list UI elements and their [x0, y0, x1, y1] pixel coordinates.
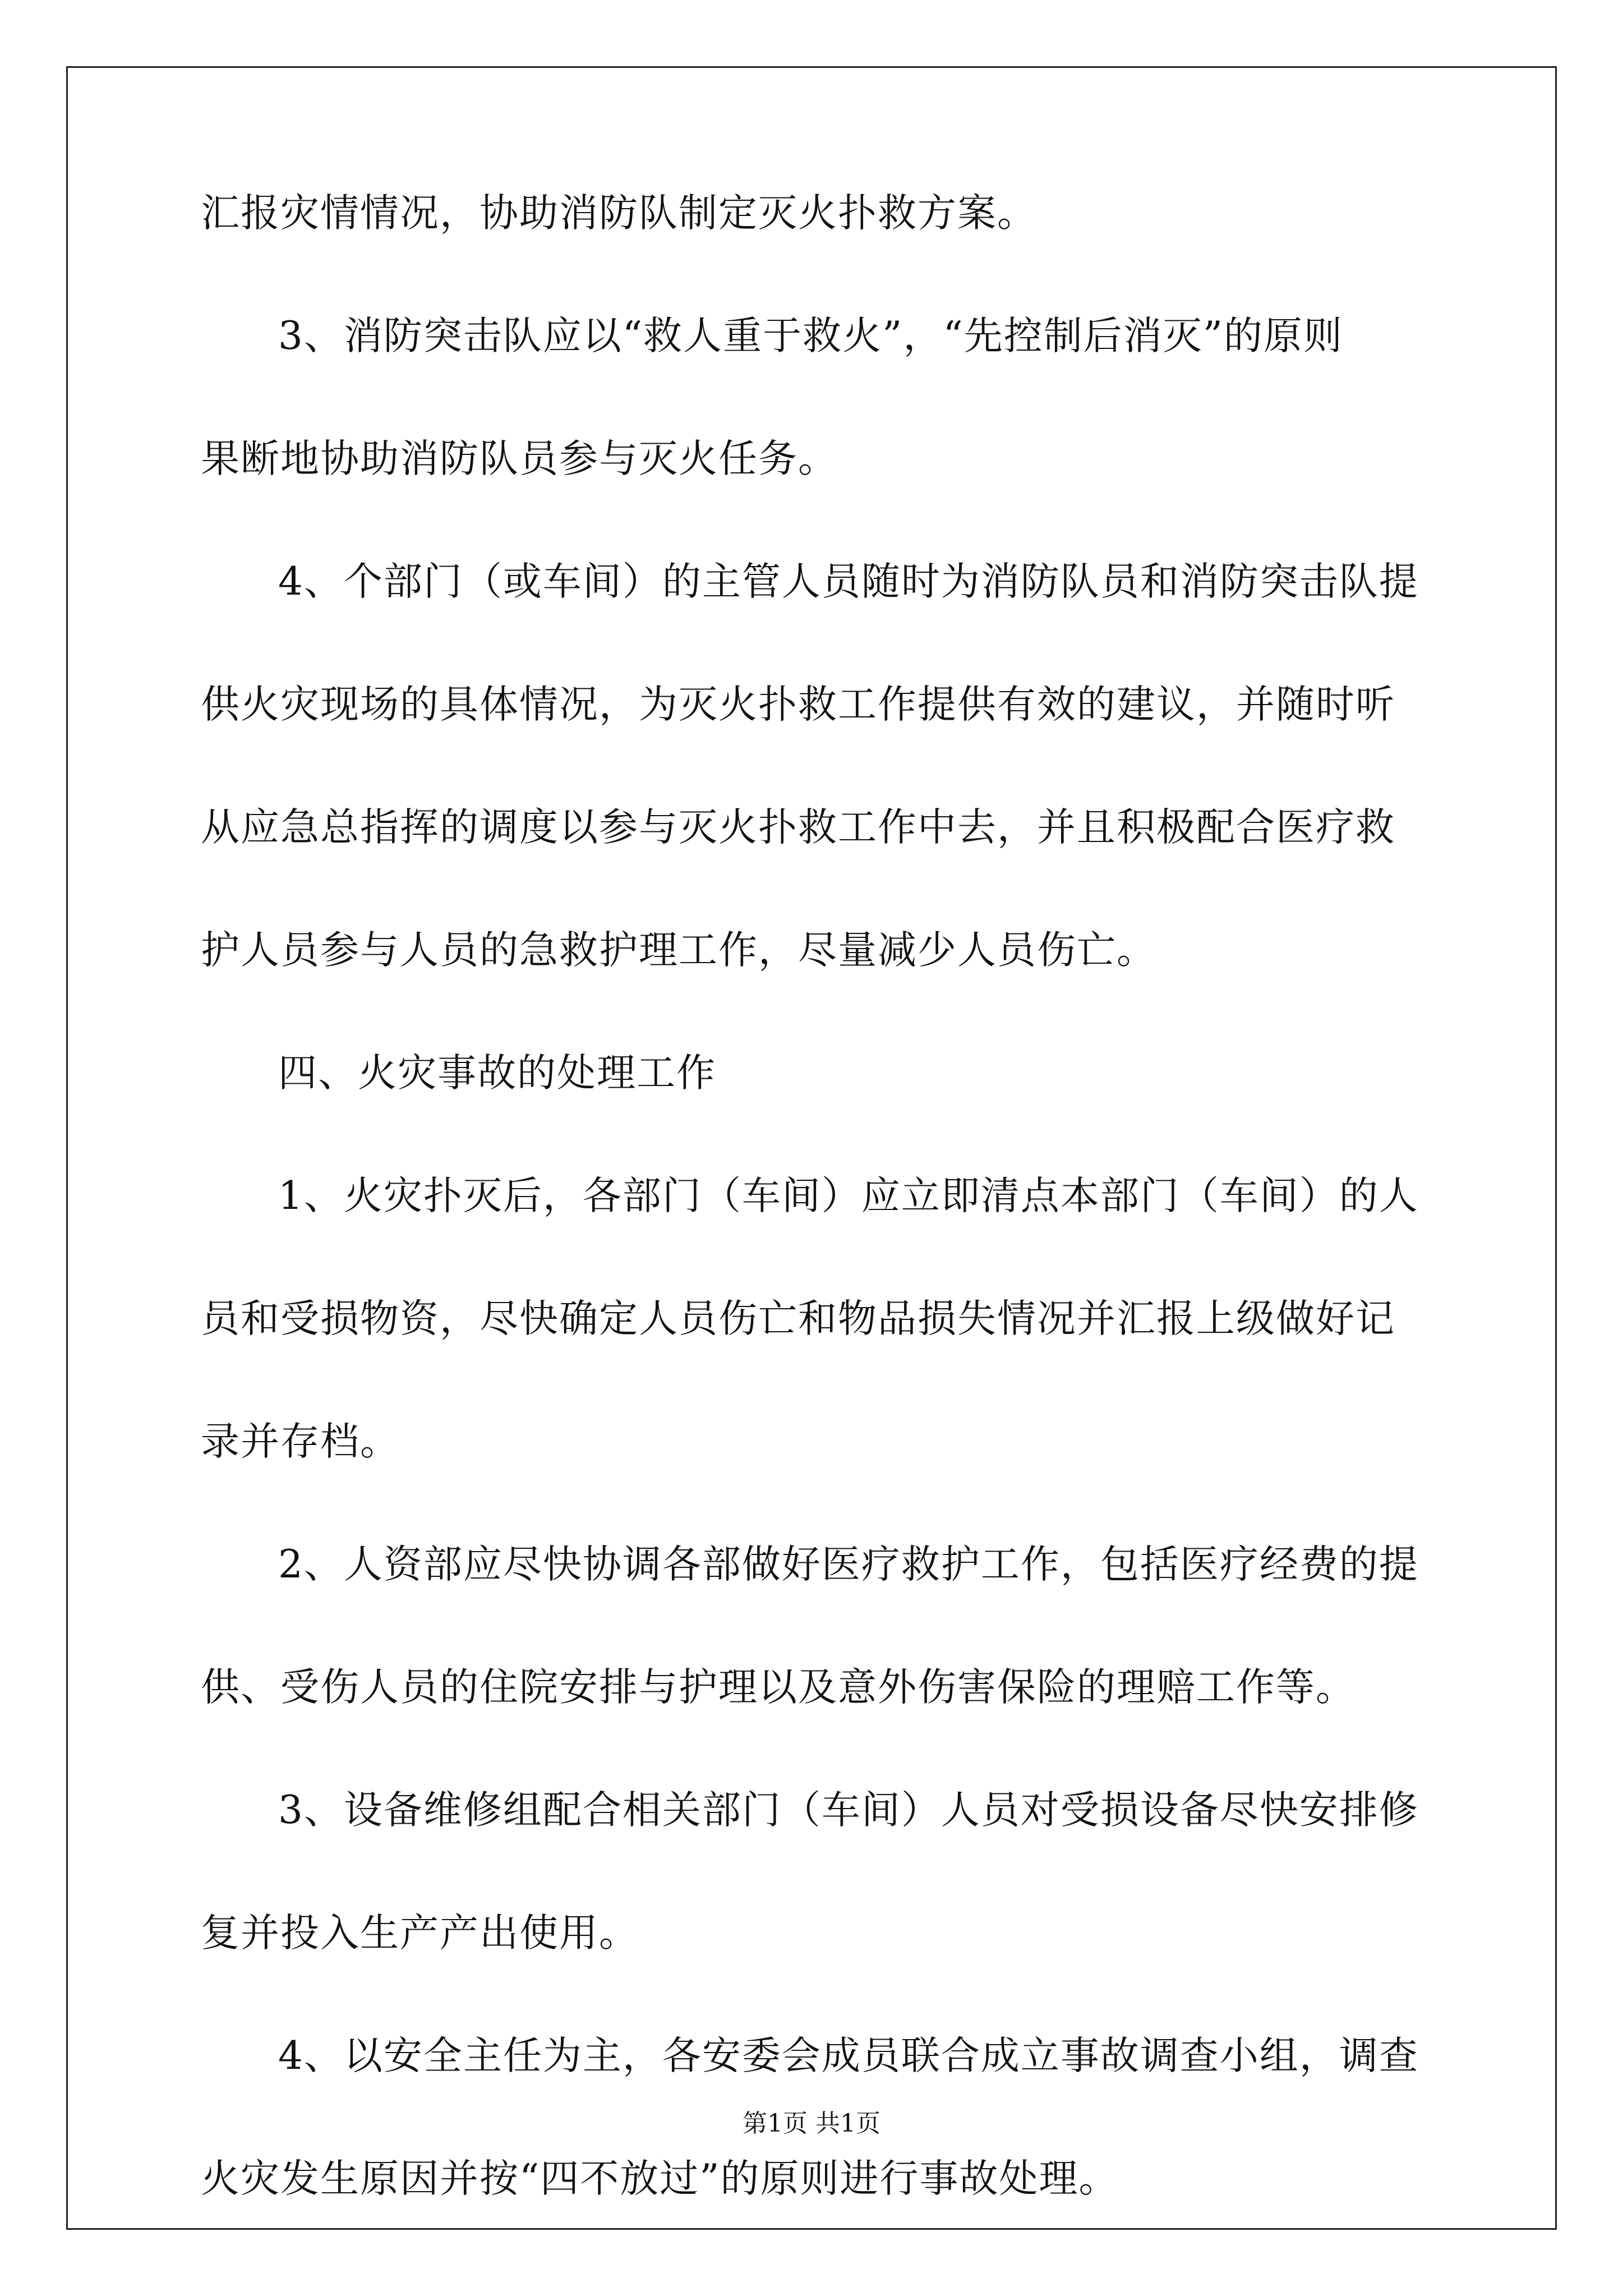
paragraph-line: 火灾发生原因并按“四不放过”的原则进行事故处理。	[201, 2156, 1119, 2201]
paragraph-line: 4、以安全主任为主，各安委会成员联合成立事故调查小组，调查	[278, 2033, 1419, 2078]
paragraph-line: 2、人资部应尽快协调各部做好医疗救护工作，包括医疗经费的提	[278, 1542, 1419, 1587]
paragraph-line: 护人员参与人员的急救护理工作，尽量减少人员伤亡。	[201, 928, 1156, 973]
paragraph-line: 从应急总指挥的调度以参与灭火扑救工作中去，并且积极配合医疗救	[201, 805, 1395, 850]
paragraph-line: 3、设备维修组配合相关部门（车间）人员对受损设备尽快安排修	[278, 1788, 1419, 1833]
paragraph-line: 汇报灾情情况，协助消防队制定灭火扑救方案。	[201, 191, 1037, 236]
page-footer: 第1页 共1页	[743, 2109, 880, 2138]
paragraph-line: 复并投入生产产出使用。	[201, 1911, 639, 1955]
paragraph-line: 供、受伤人员的住院安排与护理以及意外伤害保险的理赔工作等。	[201, 1665, 1355, 1710]
paragraph-line: 员和受损物资，尽快确定人员伤亡和物品损失情况并汇报上级做好记	[201, 1296, 1395, 1341]
paragraph-line: 1、火灾扑灭后，各部门（车间）应立即清点本部门（车间）的人	[278, 1174, 1419, 1218]
paragraph-line: 4、个部门（或车间）的主管人员随时为消防队员和消防突击队提	[278, 559, 1419, 604]
section-heading: 四、火灾事故的处理工作	[278, 1051, 716, 1096]
paragraph-line: 录并存档。	[201, 1419, 400, 1464]
paragraph-line: 果断地协助消防队员参与灭火任务。	[201, 436, 838, 481]
paragraph-line: 3、消防突击队应以“救人重于救火”，“先控制后消灭”的原则	[278, 314, 1343, 358]
paragraph-line: 供火灾现场的具体情况，为灭火扑救工作提供有效的建议，并随时听	[201, 682, 1395, 727]
page-border	[66, 66, 1557, 2230]
